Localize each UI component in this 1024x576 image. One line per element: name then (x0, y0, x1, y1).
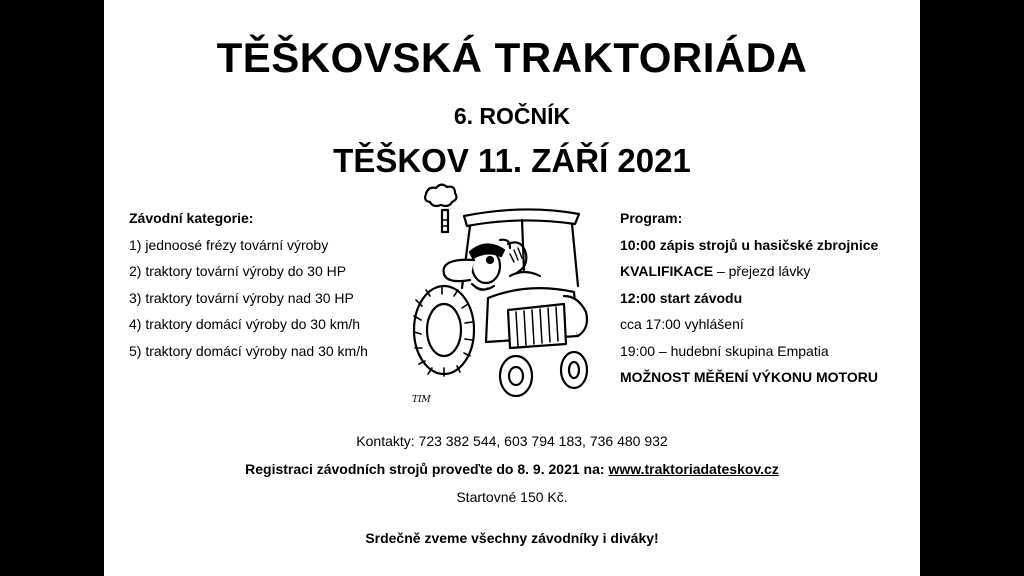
registration-text: Registraci závodních strojů proveďte do 8. 9. 2021 na: (245, 461, 609, 477)
program-heading: Program: (620, 210, 683, 226)
category-item: 5) traktory domácí výroby nad 30 km/h (129, 342, 368, 359)
registration-line (104, 461, 920, 477)
program-item: 10:00 zápis strojů u hasičské zbrojnice (620, 236, 879, 253)
category-item: 1) jednoosé frézy tovární výroby (129, 236, 329, 253)
poster-title: TĚŠKOVSKÁ TRAKTORIÁDA (216, 34, 808, 81)
categories-heading: Závodní kategorie: (129, 210, 254, 226)
program-item: MOŽNOST MĚŘENÍ VÝKONU MOTORU (620, 369, 878, 385)
invitation-line: Srdečně zveme všechny závodníky i diváky! (365, 530, 659, 546)
categories-section (129, 205, 368, 364)
program-item: 19:00 – hudební skupina Empatia (620, 342, 829, 359)
category-item: 4) traktory domácí výroby do 30 km/h (129, 316, 361, 332)
category-item: 3) traktory tovární výroby nad 30 HP (129, 289, 354, 306)
program-item: cca 17:00 vyhlášení (620, 316, 744, 332)
contacts-line: Kontakty: 723 382 544, 603 794 183, 736 480 932 (356, 433, 668, 449)
poster-page (104, 0, 920, 576)
registration-link[interactable]: www.traktoriadateskov.cz (608, 461, 779, 477)
program-item: 12:00 start závodu (620, 289, 743, 306)
entry-fee: Startovné 150 Kč. (456, 489, 568, 505)
place-date-heading: TĚŠKOV 11. ZÁŘÍ 2021 (333, 142, 691, 179)
tractor-illustration-icon (404, 180, 589, 405)
qualification-detail: – přejezd lávky (713, 263, 811, 279)
program-section (620, 205, 878, 391)
qualification-label: KVALIFIKACE (620, 263, 714, 279)
artist-signature: TIM (412, 395, 431, 405)
category-item: 2) traktory tovární výroby do 30 HP (129, 263, 347, 279)
program-item (620, 258, 878, 285)
edition-label: 6. ROČNÍK (453, 103, 571, 129)
